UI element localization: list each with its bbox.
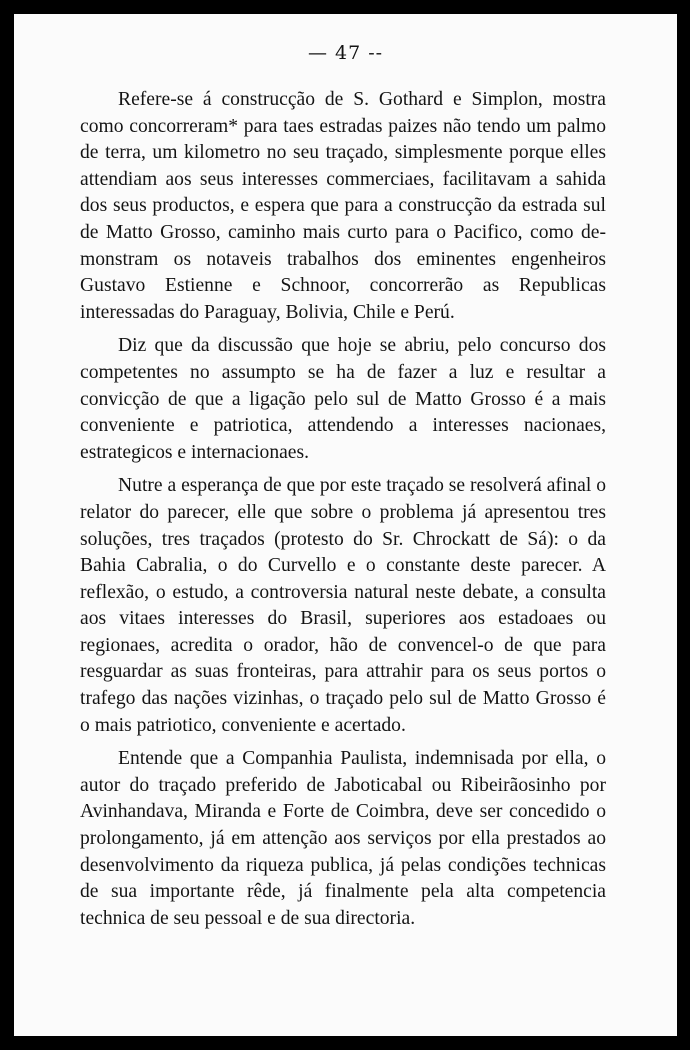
paragraph: Diz que da discussão que hoje se abriu, pelo concurso dos competentes no assumpto se ha de fazer a luz e resultar a convicção de que a ligação pelo sul de Matto Grosso é a mais conveniente e patriotica, attendendo a interesses nacionaes, estrategicos e internacionaes. <box>80 335 606 463</box>
paragraph: Refere-se á construcção de S. Gothard e Simplon, mostra como concorreram* para taes estradas paizes não tendo um palmo de terra, um kilometro no seu traçado, simplesmente porque elles attendiam aos seus interesses commerciaes, facilitavam a sahida dos seus productos, e espera que para a construcção da estrada sul de Matto Grosso, caminho mais curto para o Pacifico, como demonstram os notaveis trabalhos dos eminentes engenheiros Gustavo Estienne e Schnoor, concorrerão as Republicas interessadas do Paraguay, Bolivia, Chile e Perú. <box>80 89 606 323</box>
text-body <box>80 87 606 939</box>
paragraph: Nutre a esperança de que por este traçado se resolverá afinal o relator do parecer, elle que sobre o problema já apresentou tres soluções, tres traçados (protesto do Sr. Chrockatt de Sá): o da Bahia Cabralia, o do Curvello e o constante deste parecer. A reflexão, o estudo, a controversia natural neste debate, a consulta aos vitaes interesses do Brasil, superiores aos estadoaes ou regionaes, acredita o orador, hão de convencel-o de que para resguardar as suas fronteiras, para attrahir para os seus portos o trafego das nações vizinhas, o traçado pelo sul de Matto Grosso é o mais patriotico, conveniente e acertado. <box>80 475 606 736</box>
page-number: — 47 -- <box>307 42 384 64</box>
book-page <box>14 14 677 1036</box>
paragraph: Entende que a Companhia Paulista, indemnisada por ella, o autor do traçado preferido de Jaboticabal ou Ribeirãosinho por Avinhandava, Miranda e Forte de Coimbra, deve ser concedido o prolongamento, já em attenção aos serviços por ella prestados ao desenvolvimento da riqueza publica, já pelas condições technicas de sua importante rêde, já finalmente pela alta competencia technica de seu pessoal e de sua directoria. <box>80 748 606 929</box>
